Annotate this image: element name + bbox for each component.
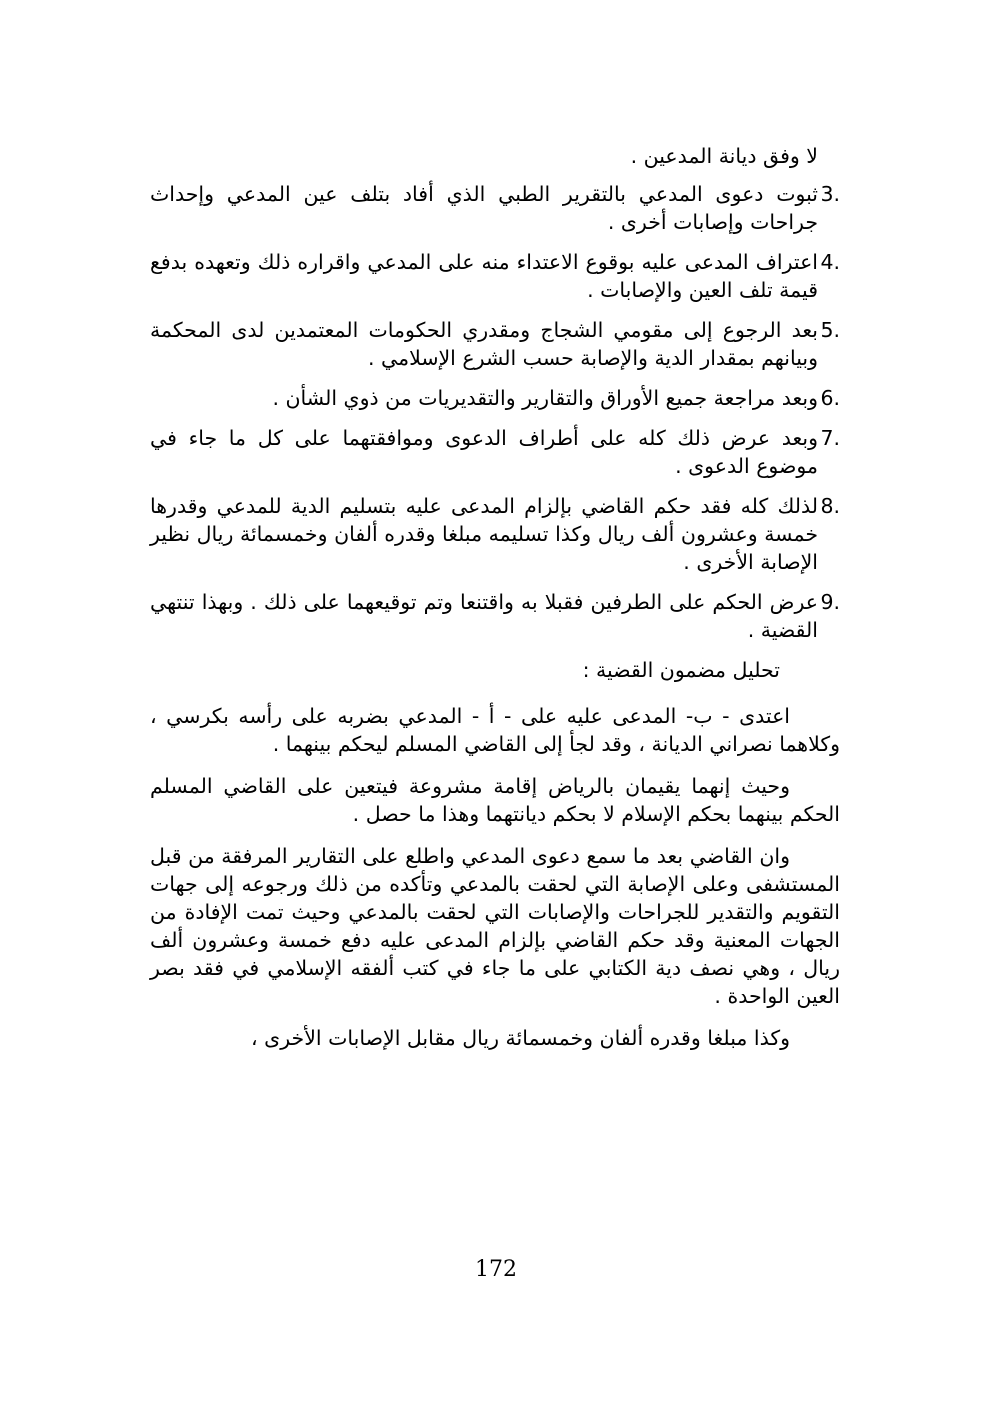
item-text: وبعد عرض ذلك كله على أطراف الدعوى وموافقتهما على كل ما جاء في موضوع الدعوى . [150, 426, 818, 478]
numbered-list [150, 180, 840, 644]
list-item [150, 492, 840, 576]
item-number: 9. [820, 590, 840, 614]
list-item [150, 588, 840, 644]
paragraph: اعتدى - ب- المدعى عليه على - أ - المدعي بضربه على رأسه بكرسي ، وكلاهما نصراني الديانة ، وقد لجأ إلى القاضي المسلم ليحكم بينهما . [150, 704, 840, 756]
list-item [150, 424, 840, 480]
item-number: 5. [820, 318, 840, 342]
list-item [150, 248, 840, 304]
item-text: اعتراف المدعى عليه بوقوع الاعتداء منه على المدعي واقراره ذلك وتعهده بدفع قيمة تلف العين والإصابات . [150, 250, 818, 302]
item-text: وبعد مراجعة جميع الأوراق والتقارير والتقديريات من ذوي الشأن . [272, 386, 818, 410]
item-text: ثبوت دعوى المدعي بالتقرير الطبي الذي أفاد بتلف عين المدعي وإحداث جراحات وإصابات أخرى . [150, 182, 818, 234]
item-number: 6. [820, 386, 840, 410]
item-number: 8. [820, 494, 840, 518]
paragraph: وكذا مبلغا وقدره ألفان وخمسمائة ريال مقابل الإصابات الأخرى ، [251, 1026, 790, 1050]
item-text: بعد الرجوع إلى مقومي الشجاج ومقدري الحكومات المعتمدين لدى المحكمة وبيانهم بمقدار الدية والإصابة حسب الشرع الإسلامي . [150, 318, 818, 370]
item-number: 7. [820, 426, 840, 450]
analysis-heading: تحليل مضمون القضية : [582, 658, 780, 682]
item-number: 3. [820, 182, 840, 206]
item-text: لذلك كله فقد حكم القاضي بإلزام المدعى عليه بتسليم الدية للمدعي وقدرها خمسة وعشرون ألف ريال وكذا تسليمه مبلغا وقدره ألفان وخمسمائة ريال نظير الإصابة الأخرى . [150, 494, 818, 574]
paragraph: وان القاضي بعد ما سمع دعوى المدعي واطلع على التقارير المرفقة من قبل المستشفى وعلى الإصابة التي لحقت بالمدعي وتأكده من ذلك ورجوعه إلى جهات التقويم والتقدير للجراحات والإصابات التي لحقت بالمدعي وحيث تمت الإفادة من الجهات المعنية وقد حكم القاضي بإلزام المدعى عليه دفع خمسة وعشرون ألف ريال ، وهي نصف دية الكتابي على ما جاء في كتب ألفقه الإسلامي في فقد بصر العين الواحدة . [150, 844, 840, 1008]
list-item [150, 384, 840, 412]
page-number: 172 [475, 1257, 517, 1282]
page-body [150, 142, 840, 1052]
item-number: 4. [820, 250, 840, 274]
item-text: عرض الحكم على الطرفين فقبلا به واقتنعا وتم توقيعهما على ذلك . وبهذا تنتهي القضية . [150, 590, 818, 642]
list-item [150, 316, 840, 372]
paragraph: وحيث إنهما يقيمان بالرياض إقامة مشروعة فيتعين على القاضي المسلم الحكم بينهما بحكم الإسلام لا بحكم ديانتهما وهذا ما حصل . [150, 774, 840, 826]
list-item [150, 180, 840, 236]
continuation-line: لا وفق ديانة المدعين . [630, 144, 818, 168]
